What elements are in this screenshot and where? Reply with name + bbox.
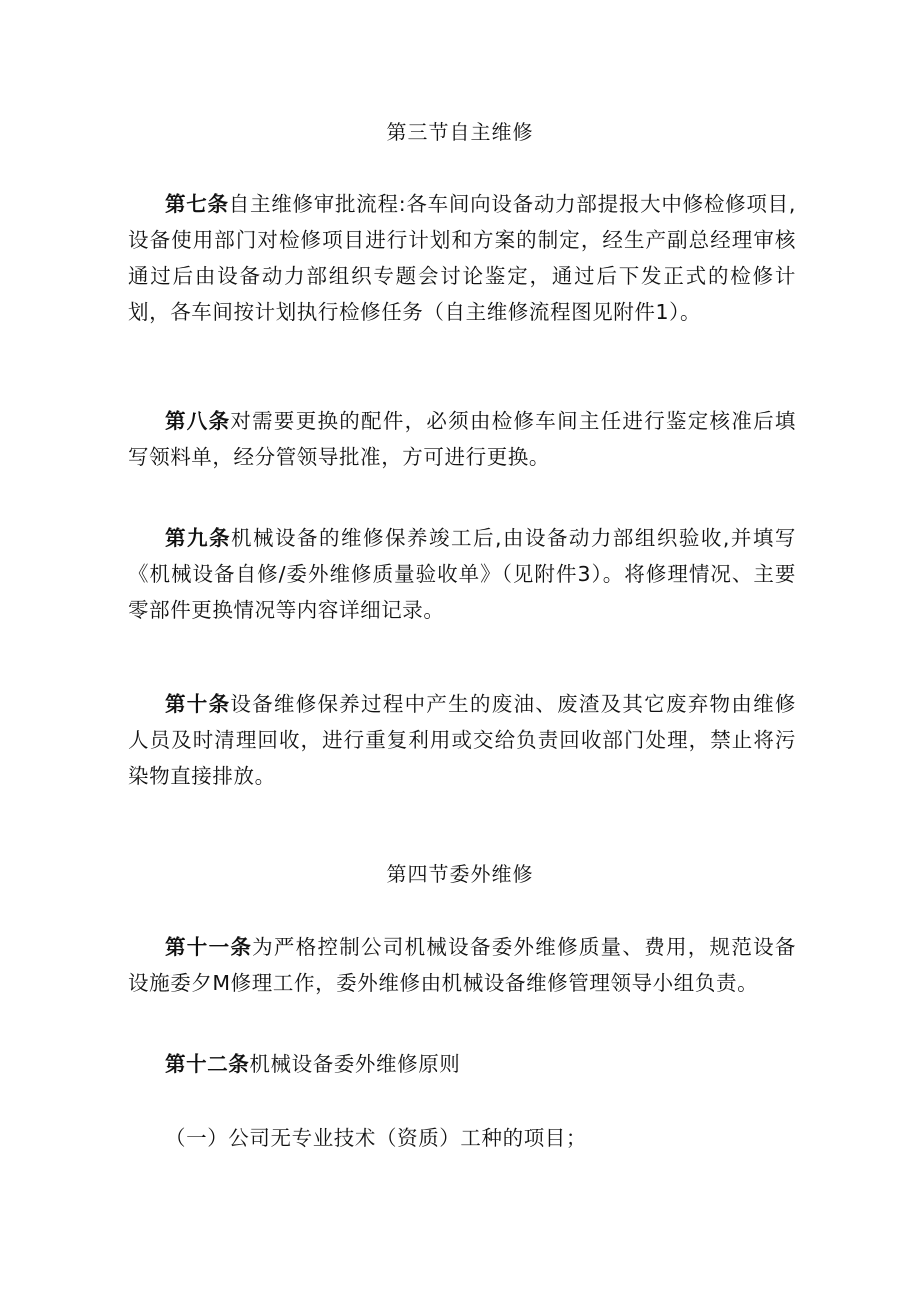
article-11-text: 为严格控制公司机械设备委外维修质量、费用，规范设备设施委夕M修理工作，委外维修由机械设备维修管理领导小组负责。 [128,935,797,995]
article-7 [128,186,796,330]
article-7-text: 自主维修审批流程:各车间向设备动力部提报大中修检修项目,设备使用部门对检修项目进行计划和方案的制定，经生产副总经理审核通过后由设备动力部组织专题会讨论鉴定，通过后下发正式的检修计划，各车间按计划执行检修任务（自主维修流程图见附件1）。 [128,192,796,324]
section-heading-3: 第三节自主维修 [386,120,534,144]
article-10 [128,686,796,794]
article-11 [128,929,796,1001]
article-12-text: 机械设备委外维修原则 [249,1052,461,1076]
article-12 [128,1046,796,1082]
article-10-text: 设备维修保养过程中产生的废油、废渣及其它废弃物由维修人员及时清理回收，进行重复利用或交给负责回收部门处理，禁止将污染物直接排放。 [128,692,796,788]
article-8-label: 第八条 [165,409,231,433]
article-9-text: 机械设备的维修保养竣工后,由设备动力部组织验收,并填写《机械设备自修/委外维修质量验收单》（见附件3）。将修理情况、主要零部件更换情况等内容详细记录。 [128,526,796,622]
article-11-label: 第十一条 [165,935,253,959]
section-heading-4: 第四节委外维修 [386,862,534,886]
article-9 [128,520,796,628]
article-8-text: 对需要更换的配件，必须由检修车间主任进行鉴定核准后填写领料单，经分管领导批准，方可进行更换。 [128,409,796,469]
article-8 [128,403,796,475]
article-9-label: 第九条 [165,526,231,550]
article-12-label: 第十二条 [165,1052,250,1076]
list-item-1: （一）公司无专业技术（资质）工种的项目； [165,1126,587,1150]
article-10-label: 第十条 [165,692,231,716]
article-7-label: 第七条 [165,192,229,216]
